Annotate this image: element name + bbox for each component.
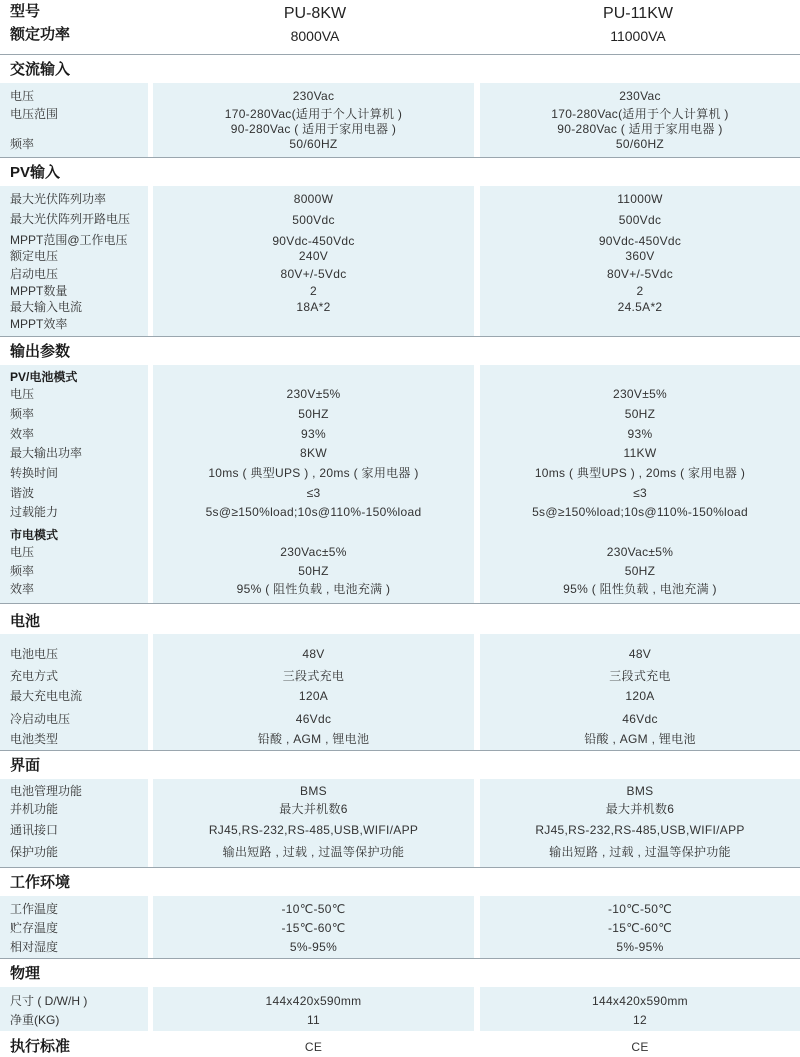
row-label: 频率 [10, 137, 35, 151]
row-value-1: 输出短路 , 过载 , 过温等保护功能 [222, 845, 405, 859]
row-value-2: BMS [626, 784, 654, 798]
row-value-2: 230V±5% [612, 387, 668, 401]
section-title: 工作环境 [10, 874, 71, 891]
model-2: PU-11KW [603, 5, 673, 22]
section-pv-input [0, 157, 800, 186]
row-value-1: 50HZ [298, 407, 329, 421]
row-value-2: RJ45,RS-232,RS-485,USB,WIFI/APP [535, 823, 745, 837]
row-label: 最大光伏阵列功率 [10, 192, 107, 206]
row-value-1: 90Vdc-450Vdc [272, 234, 355, 248]
row-value-2: 144x420x590mm [592, 994, 688, 1008]
row-value-1: 50HZ [298, 564, 329, 578]
row-value-2: 11KW [623, 446, 657, 460]
row-value-1: 95% ( 阻性负载 , 电池充满 ) [236, 582, 391, 596]
section-title: PV输入 [10, 164, 61, 181]
band-interface [0, 779, 800, 867]
row-label: 电池电压 [10, 647, 59, 661]
row-value-1: 46Vdc [295, 712, 332, 726]
row-value-1: 120A [298, 689, 329, 703]
row-label: 电池类型 [10, 732, 59, 746]
row-label: 冷启动电压 [10, 712, 71, 726]
band-ac-input [0, 83, 800, 157]
row-value-1: -10℃-50℃ [281, 902, 346, 916]
row-value-1: 48V [302, 647, 325, 661]
subsection-pv-mode: PV/电池模式 [10, 370, 78, 384]
row-value-1: 2 [310, 284, 317, 298]
row-value-2: 三段式充电 [609, 669, 671, 683]
row-label: 通讯接口 [10, 823, 59, 837]
section-environment [0, 867, 800, 896]
row-value-2: 5%-95% [616, 940, 664, 954]
row-value-2: 10ms ( 典型UPS ) , 20ms ( 家用电器 ) [534, 466, 746, 480]
row-value-2: 95% ( 阻性负载 , 电池充满 ) [563, 582, 717, 596]
row-value-2: 93% [627, 427, 653, 441]
row-label: MPPT范围@工作电压 [10, 233, 128, 247]
row-value-2: 12 [633, 1013, 647, 1027]
row-label: 启动电压 [10, 267, 59, 281]
row-label: 尺寸 ( D/W/H ) [10, 994, 88, 1008]
row-value-2: 500Vdc [618, 213, 662, 227]
row-value-2: 90-280Vac ( 适用于家用电器 ) [557, 122, 723, 136]
band-pv-input [0, 186, 800, 336]
row-label: 保护功能 [10, 845, 59, 859]
row-value-2: 360V [625, 249, 655, 263]
row-value-1: 500Vdc [292, 213, 335, 227]
section-output [0, 336, 800, 365]
row-label: 过载能力 [10, 505, 59, 519]
row-value-1: 10ms ( 典型UPS ) , 20ms ( 家用电器 ) [208, 466, 419, 480]
row-value-2: 230Vac±5% [606, 545, 674, 559]
row-label: 最大输出功率 [10, 446, 83, 460]
section-ac-input [0, 54, 800, 83]
row-value-2: 48V [628, 647, 652, 661]
row-value-2: 最大并机数6 [605, 802, 675, 816]
row-value-1: 铅酸 , AGM , 锂电池 [257, 732, 370, 746]
subsection-grid-mode: 市电模式 [10, 528, 59, 542]
row-label: 最大充电电流 [10, 689, 83, 703]
row-value-2: 11000W [617, 192, 663, 206]
row-label: 转换时间 [10, 466, 59, 480]
section-title: 交流输入 [10, 61, 71, 78]
row-value-1: 230Vac [292, 89, 335, 103]
row-value-2: 50HZ [624, 407, 656, 421]
row-value-2: 输出短路 , 过载 , 过温等保护功能 [549, 845, 731, 859]
row-value-2: 230Vac [619, 89, 661, 103]
band-battery [0, 634, 800, 750]
row-value-2: -15℃-60℃ [607, 921, 673, 935]
row-value-2: -10℃-50℃ [607, 902, 673, 916]
row-label: 并机功能 [10, 802, 59, 816]
row-label: 效率 [10, 427, 35, 441]
row-value-2: ≤3 [633, 486, 647, 500]
row-label: 净重(KG) [10, 1013, 60, 1027]
row-value-1: 93% [301, 427, 326, 441]
model-1: PU-8KW [283, 5, 347, 22]
row-value-1: 三段式充电 [282, 669, 345, 683]
section-title: 界面 [10, 757, 41, 774]
row-label: 电压范围 [10, 107, 59, 121]
row-value-1: 90-280Vac ( 适用于家用电器 ) [230, 122, 397, 136]
row-value-2: 80V+/-5Vdc [606, 267, 674, 281]
row-value-2: 50HZ [624, 564, 656, 578]
row-label: 效率 [10, 582, 35, 596]
row-value-1: -15℃-60℃ [281, 921, 346, 935]
section-title: 执行标准 [10, 1038, 71, 1055]
header-power-row [0, 25, 800, 47]
row-value-1: 最大并机数6 [279, 802, 348, 816]
row-value-2: 铅酸 , AGM , 锂电池 [584, 732, 696, 746]
band-physical [0, 987, 800, 1031]
row-label: 工作温度 [10, 902, 59, 916]
row-value-1: 170-280Vac(适用于个人计算机 ) [224, 107, 403, 121]
row-value-2: 120A [625, 689, 655, 703]
model-label: 型号 [10, 3, 41, 20]
row-value-1: 5s@≥150%load;10s@110%-150%load [205, 505, 422, 519]
row-value-1: ≤3 [306, 486, 321, 500]
band-environment [0, 896, 800, 958]
section-title: 电池 [10, 613, 41, 630]
row-value-1: 5%-95% [289, 940, 338, 954]
header-model-row [0, 2, 800, 24]
row-label: MPPT数量 [10, 284, 68, 298]
row-label: 电池管理功能 [10, 784, 83, 798]
section-battery [0, 603, 800, 632]
row-value-1: 230Vac±5% [280, 545, 347, 559]
row-value-2: 24.5A*2 [617, 300, 663, 314]
row-value-2: 2 [636, 284, 644, 298]
row-label: 充电方式 [10, 669, 59, 683]
row-label: 贮存温度 [10, 921, 59, 935]
row-value-1: 50/60HZ [289, 137, 338, 151]
row-value-2: 170-280Vac(适用于个人计算机 ) [551, 107, 729, 121]
row-label: MPPT效率 [10, 317, 68, 331]
row-value-2: 50/60HZ [615, 137, 665, 151]
row-value-1: 18A*2 [296, 300, 331, 314]
row-value-1: 80V+/-5Vdc [280, 267, 347, 281]
standard-value-1: CE [304, 1040, 323, 1054]
row-value-1: 230V±5% [286, 387, 341, 401]
power-1: 8000VA [290, 28, 340, 44]
row-label: 频率 [10, 407, 35, 421]
row-value-2: 5s@≥150%load;10s@110%-150%load [532, 505, 748, 519]
row-value-1: 144x420x590mm [265, 994, 362, 1008]
standard-value-2: CE [631, 1040, 649, 1054]
section-title: 输出参数 [10, 343, 71, 360]
row-value-1: 240V [298, 249, 329, 263]
row-value-1: 11 [306, 1013, 321, 1027]
row-label: 相对湿度 [10, 940, 59, 954]
row-label: 电压 [10, 545, 35, 559]
row-label: 最大输入电流 [10, 300, 83, 314]
row-label: 电压 [10, 387, 35, 401]
power-2: 11000VA [610, 28, 666, 44]
row-label: 谐波 [10, 486, 35, 500]
section-physical [0, 958, 800, 987]
row-label: 最大光伏阵列开路电压 [10, 212, 131, 226]
row-value-2: 46Vdc [622, 712, 658, 726]
row-value-2: 90Vdc-450Vdc [598, 234, 682, 248]
section-interface [0, 750, 800, 779]
power-label: 额定功率 [10, 26, 71, 43]
row-label: 频率 [10, 564, 35, 578]
band-output [0, 365, 800, 603]
section-title: 物理 [10, 965, 41, 982]
row-value-1: RJ45,RS-232,RS-485,USB,WIFI/APP [208, 823, 419, 837]
row-value-1: 8000W [293, 192, 334, 206]
row-value-1: BMS [300, 784, 327, 798]
row-label: 额定电压 [10, 249, 59, 263]
row-value-1: 8KW [300, 446, 327, 460]
row-label: 电压 [10, 89, 35, 103]
